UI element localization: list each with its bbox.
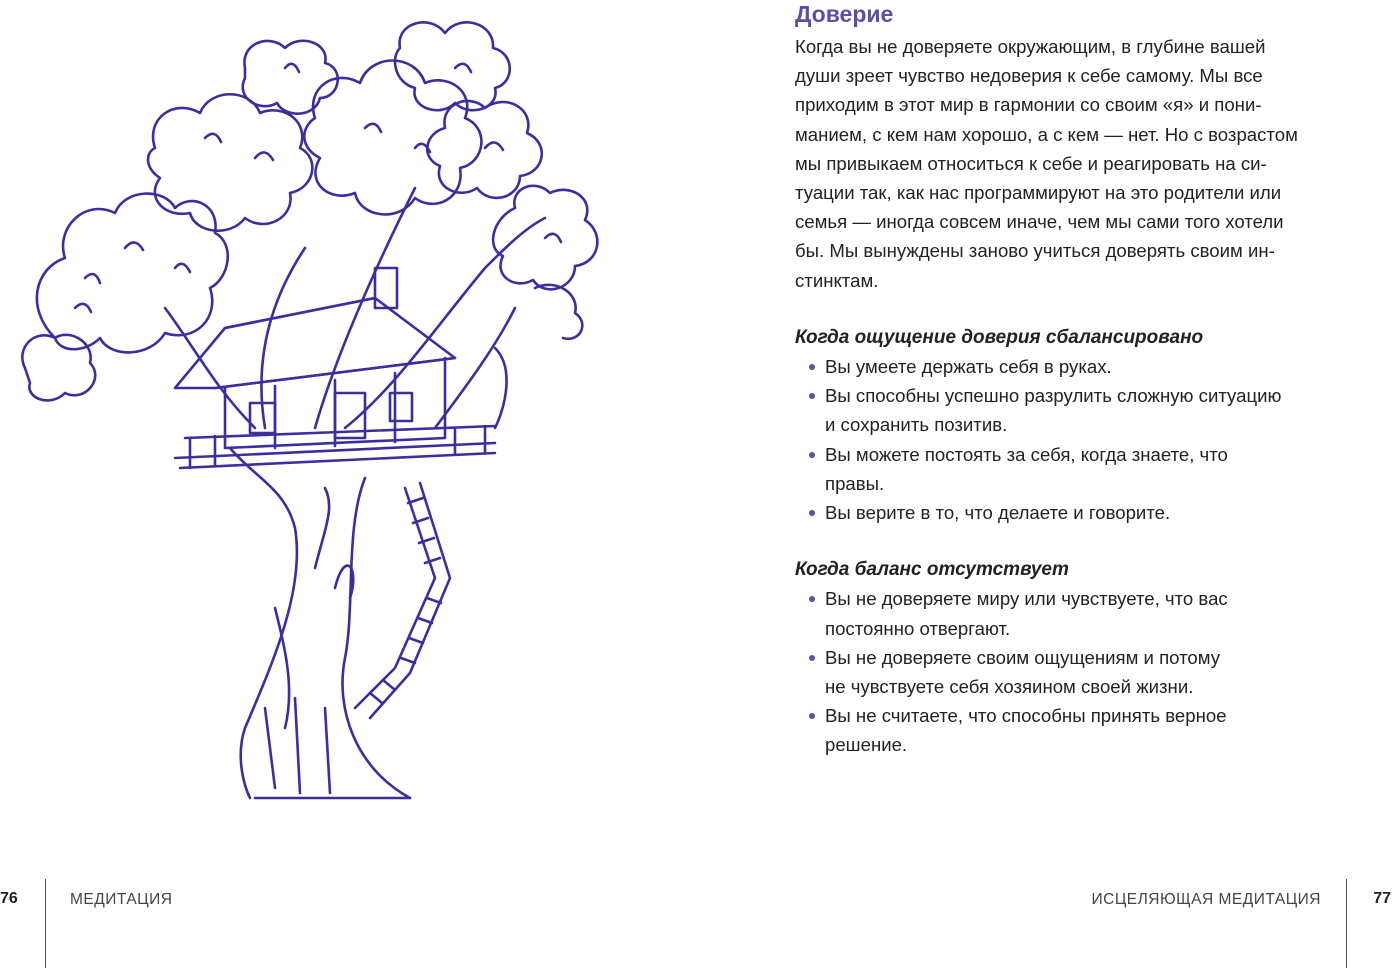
list-item (795, 701, 1348, 759)
intro-line: туации так, как нас программируют на это родители или (795, 182, 1282, 204)
bullet-icon (809, 510, 815, 516)
treehouse-drawing (15, 8, 615, 808)
intro-line: бы. Мы вынуждены заново учиться доверять своим ин- (795, 240, 1275, 262)
list-item (795, 381, 1348, 439)
list-item (795, 643, 1348, 701)
right-footer-divider (1346, 879, 1347, 968)
section-title: Когда баланс отсутствует (795, 559, 1069, 581)
text-column (795, 0, 1348, 760)
bullet-icon (809, 713, 815, 719)
list-item-line: Вы можете постоять за себя, когда знаете, что (825, 443, 1228, 465)
right-running-title: ИСЦЕЛЯЮЩАЯ МЕДИТАЦИЯ (1091, 891, 1321, 908)
ladder (355, 483, 450, 718)
list-item (795, 440, 1348, 498)
left-page-number: 76 (0, 890, 18, 907)
intro-line: манием, с кем нам хорошо, а с кем — нет. Но с возрастом (795, 123, 1298, 145)
intro-line: приходим в этот мир в гармонии со своим «я» и пони- (795, 94, 1262, 116)
bullet-icon (809, 452, 815, 458)
trunk (230, 448, 410, 798)
list-item-line: решение. (825, 734, 908, 756)
right-page-number: 77 (1373, 890, 1391, 907)
bullet-icon (809, 596, 815, 602)
intro-line: семья — иногда совсем иначе, чем мы сами того хотели (795, 211, 1284, 233)
left-footer-divider (45, 879, 46, 968)
bullet-icon (809, 364, 815, 370)
list-item-line: Вы не считаете, что способны принять верное (825, 705, 1227, 727)
section-title: Когда ощущение доверия сбалансировано (795, 326, 1204, 348)
list-item-line: правы. (825, 472, 885, 494)
balanced-section (795, 323, 1348, 527)
bullet-icon (809, 655, 815, 661)
list-item (795, 584, 1348, 642)
list-item (795, 498, 1348, 527)
intro-line: мы привыкаем относиться к себе и реагировать на си- (795, 152, 1267, 174)
unbalanced-section (795, 555, 1348, 759)
intro-paragraph (795, 32, 1348, 295)
list-item-line: постоянно отвергают. (825, 617, 1011, 639)
list-item (795, 352, 1348, 381)
list-item-line: и сохранить позитив. (825, 414, 1008, 436)
bullet-list (795, 352, 1348, 527)
list-item-line: Вы верите в то, что делаете и говорите. (825, 502, 1171, 524)
list-item-line: Вы не доверяете миру или чувствуете, что вас (825, 588, 1228, 610)
article-heading: Доверие (795, 1, 894, 27)
intro-line: души зреет чувство недоверия к себе самому. Мы все (795, 65, 1263, 87)
bullet-list (795, 584, 1348, 759)
bullet-icon (809, 393, 815, 399)
list-item-line: Вы не доверяете своим ощущениям и потому (825, 646, 1221, 668)
intro-line: стинктам. (795, 269, 879, 291)
list-item-line: Вы способны успешно разрулить сложную ситуацию (825, 385, 1282, 407)
list-item-line: Вы умеете держать себя в руках. (825, 356, 1112, 378)
foliage (22, 22, 597, 400)
treehouse-illustration (15, 8, 615, 808)
left-running-title: МЕДИТАЦИЯ (70, 891, 173, 908)
list-item-line: не чувствуете себя хозяином своей жизни. (825, 676, 1194, 698)
intro-line: Когда вы не доверяете окружающим, в глубине вашей (795, 36, 1266, 57)
